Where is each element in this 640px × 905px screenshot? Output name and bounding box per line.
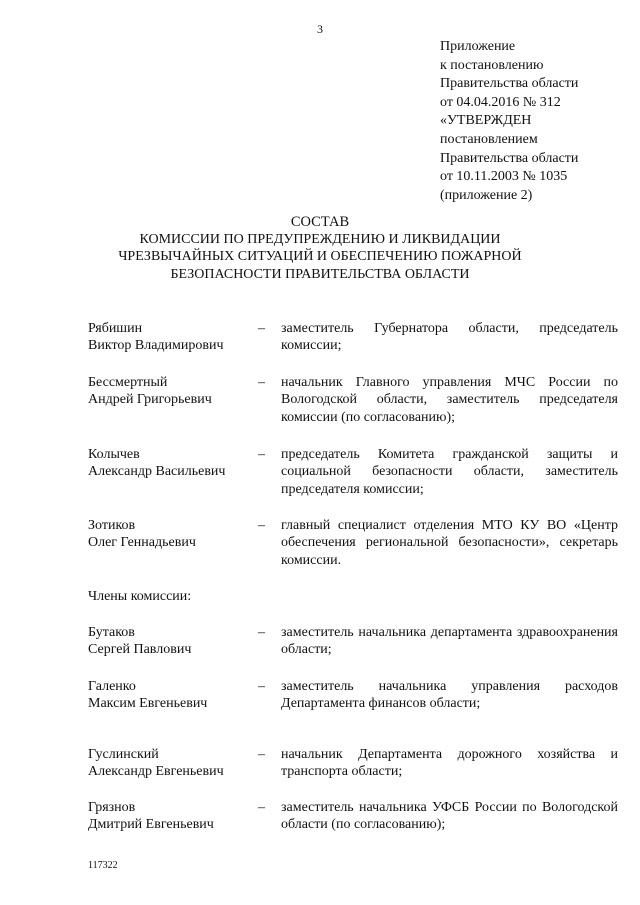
- header-line: от 04.04.2016 № 312: [440, 94, 561, 110]
- header-line: (приложение 2): [440, 187, 533, 203]
- header-line: к постановлению: [440, 57, 544, 73]
- title-line: СОСТАВ: [290, 214, 350, 230]
- member-name: [88, 517, 258, 552]
- member-name: [88, 678, 258, 713]
- members-section-label: Члены комиссии:: [88, 589, 192, 604]
- member-name: [88, 374, 258, 409]
- dash: –: [258, 321, 265, 336]
- page-number: 3: [317, 22, 323, 36]
- member-given-name: Александр Евгеньевич: [88, 764, 224, 780]
- dash: –: [258, 679, 265, 694]
- header-line: постановлением: [440, 131, 538, 147]
- member-role: начальник Департамента дорожного хозяйства и транспорта области;: [281, 747, 618, 780]
- member-surname: Бутаков: [88, 625, 135, 640]
- member-surname: Зотиков: [88, 518, 136, 533]
- title-line: ЧРЕЗВЫЧАЙНЫХ СИТУАЦИЙ И ОБЕСПЕЧЕНИЮ ПОЖАРНОЙ: [118, 249, 522, 265]
- member-role: главный специалист отделения МТО КУ ВО «Центр обеспечения региональной безопасности», секретарь комиссии.: [281, 518, 618, 568]
- member-surname: Гуслинский: [88, 747, 159, 762]
- document-code: 117322: [88, 860, 118, 871]
- dash: –: [258, 447, 265, 462]
- member-given-name: Сергей Павлович: [88, 642, 192, 658]
- member-given-name: Александр Васильевич: [88, 464, 226, 480]
- member-given-name: Дмитрий Евгеньевич: [88, 817, 214, 833]
- member-role: начальник Главного управления МЧС России по Вологодской области, заместитель председателя комиссии (по согласованию);: [281, 375, 618, 425]
- member-role: заместитель начальника УФСБ России по Вологодской области (по согласованию);: [281, 800, 618, 833]
- member-name: [88, 746, 258, 781]
- title-line: БЕЗОПАСНОСТИ ПРАВИТЕЛЬСТВА ОБЛАСТИ: [170, 266, 470, 282]
- header-line: «УТВЕРЖДЕН: [440, 113, 532, 129]
- header-line: Правительства области: [440, 76, 579, 92]
- member-surname: Рябишин: [88, 321, 143, 336]
- member-given-name: Олег Геннадьевич: [88, 535, 196, 551]
- member-name: [88, 320, 258, 355]
- title-line: КОМИССИИ ПО ПРЕДУПРЕЖДЕНИЮ И ЛИКВИДАЦИИ: [139, 232, 501, 248]
- dash: –: [258, 375, 265, 390]
- header-line: Правительства области: [440, 150, 579, 166]
- dash: –: [258, 518, 265, 533]
- member-role: председатель Комитета гражданской защиты и социальной безопасности области, заместитель председателя комиссии;: [281, 447, 618, 497]
- member-name: [88, 799, 258, 834]
- dash: –: [258, 747, 265, 762]
- approval-header: [440, 38, 630, 205]
- dash: –: [258, 800, 265, 815]
- member-surname: Галенко: [88, 679, 136, 694]
- member-surname: Грязнов: [88, 800, 136, 815]
- member-role: заместитель начальника департамента здравоохранения области;: [281, 625, 618, 658]
- member-name: [88, 446, 258, 481]
- member-name: [88, 624, 258, 659]
- member-given-name: Виктор Владимирович: [88, 338, 224, 354]
- member-given-name: Максим Евгеньевич: [88, 696, 208, 712]
- dash: –: [258, 625, 265, 640]
- member-role: заместитель Губернатора области, председатель комиссии;: [281, 321, 618, 354]
- header-line: от 10.11.2003 № 1035: [440, 169, 568, 185]
- header-line: Приложение: [440, 39, 516, 54]
- document-title: [0, 214, 640, 283]
- member-surname: Бессмертный: [88, 375, 168, 390]
- member-role: заместитель начальника управления расходов Департамента финансов области;: [281, 679, 618, 712]
- member-given-name: Андрей Григорьевич: [88, 392, 212, 408]
- member-surname: Колычев: [88, 447, 140, 462]
